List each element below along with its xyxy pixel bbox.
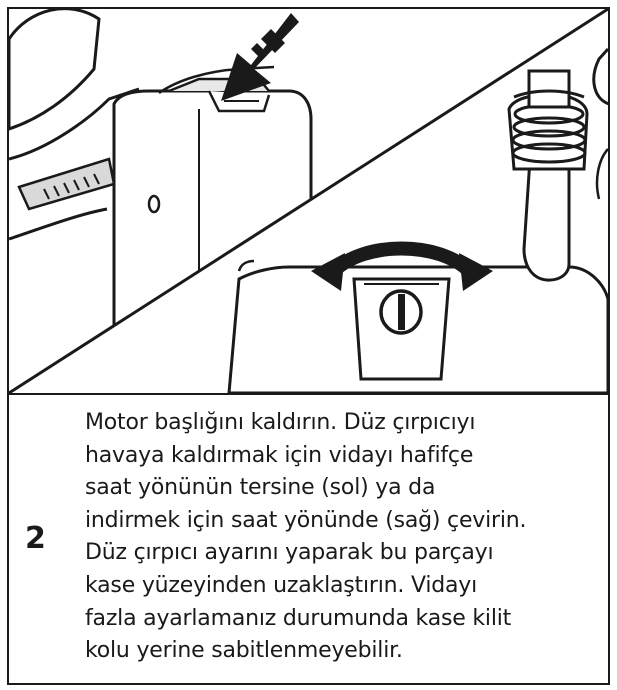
step-number: 2 (25, 521, 46, 556)
screw-icon (381, 291, 421, 333)
instruction-line: fazla ayarlamanız durumunda kase kilit (85, 605, 512, 631)
divider (9, 393, 608, 395)
instruction-line: indirmek için saat yönünde (sağ) çevirin. (85, 507, 527, 533)
instruction-text (85, 407, 605, 668)
instruction-line: kase yüzeyinden uzaklaştırın. Vidayı (85, 572, 478, 598)
instruction-line: Motor başlığını kaldırın. Düz çırpıcıyı (85, 410, 476, 435)
instruction-line: havaya kaldırmak için vidayı hafifçe (85, 442, 474, 468)
mixer-illustration (9, 9, 608, 393)
instruction-line: Düz çırpıcı ayarını yaparak bu parçayı (85, 540, 494, 566)
instruction-line: kolu yerine sabitlenmeyebilir. (85, 638, 403, 664)
instruction-line: saat yönünün tersine (sol) ya da (85, 475, 436, 501)
instruction-card (7, 7, 610, 685)
